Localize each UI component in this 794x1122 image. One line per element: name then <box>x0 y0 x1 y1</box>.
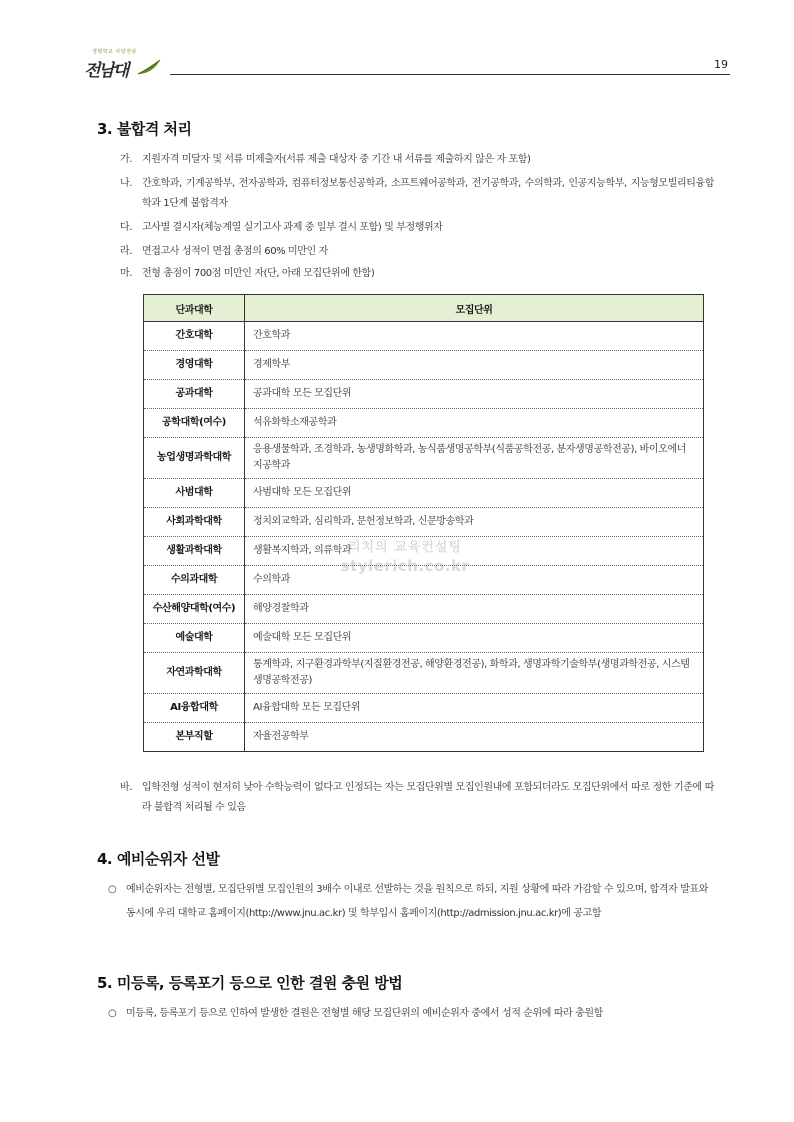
table-row <box>144 322 704 351</box>
unit-cell: 예술대학 모든 모집단위 <box>245 624 704 653</box>
table-row <box>144 351 704 380</box>
table-row <box>144 409 704 438</box>
college-cell: AI융합대학 <box>144 694 245 723</box>
college-cell: 수산해양대학(여수) <box>144 595 245 624</box>
unit-cell: 통계학과, 지구환경과학부(지질환경전공, 해양환경전공), 화학과, 생명과학기술학부(생명과학전공, 시스템생명공학전공) <box>245 653 704 694</box>
table-row <box>144 380 704 409</box>
table-row <box>144 723 704 752</box>
college-cell: 간호대학 <box>144 322 245 351</box>
list-item <box>120 174 714 214</box>
item-text: 예비순위자는 전형별, 모집단위별 모집인원의 3배수 이내로 선발하는 것을 원칙으로 하되, 지원 상황에 따라 가감할 수 있으며, 합격자 발표와 동시에 우리 대학교 홈페이지(http://www.jnu.ac.kr) 및 학부입시 홈페이지(http://admission.jnu.ac.kr)에 공고함 <box>126 884 708 919</box>
unit-cell: 사범대학 모든 모집단위 <box>245 479 704 508</box>
header-rule <box>170 74 730 75</box>
university-logo <box>84 48 164 81</box>
page-header <box>80 46 730 81</box>
college-cell: 예술대학 <box>144 624 245 653</box>
college-cell: 생활과학대학 <box>144 537 245 566</box>
college-cell: 사범대학 <box>144 479 245 508</box>
college-cell: 공학대학(여수) <box>144 409 245 438</box>
college-cell: 공과대학 <box>144 380 245 409</box>
list-item <box>108 1004 708 1024</box>
bullet-marker: ○ <box>108 884 117 895</box>
table-row <box>144 624 704 653</box>
bullet-marker: ○ <box>108 1008 117 1019</box>
unit-cell: 석유화학소재공학과 <box>245 409 704 438</box>
item-marker: 가. <box>120 154 133 165</box>
column-header-unit: 모집단위 <box>245 295 704 322</box>
item-text: 간호학과, 기계공학부, 전자공학과, 컴퓨터정보통신공학과, 소프트웨어공학과, 전기공학과, 수의학과, 인공지능학부, 지능형모빌리티융합학과 1단계 불합격자 <box>142 178 714 209</box>
list-item <box>120 778 714 818</box>
unit-cell: 응용생물학과, 조경학과, 농생명화학과, 농식품생명공학부(식품공학전공, 분자생명공학전공), 바이오에너지공학과 <box>245 438 704 479</box>
section-title-5: 5. 미등록, 등록포기 등으로 인한 결원 충원 방법 <box>97 974 403 992</box>
unit-cell: 자율전공학부 <box>245 723 704 752</box>
college-cell: 농업생명과학대학 <box>144 438 245 479</box>
table-row <box>144 653 704 694</box>
item-marker: 다. <box>120 222 133 233</box>
item-marker: 라. <box>120 246 133 257</box>
item-marker: 바. <box>120 782 133 793</box>
college-cell: 자연과학대학 <box>144 653 245 694</box>
item-marker: 나. <box>120 178 133 189</box>
column-header-college: 단과대학 <box>144 295 245 322</box>
page-number: 19 <box>714 58 728 71</box>
item-text: 미등록, 등록포기 등으로 인하여 발생한 결원은 전형별 해당 모집단위의 예비순위자 중에서 성적 순위에 따라 충원함 <box>126 1008 603 1019</box>
list-item <box>120 242 714 262</box>
item-marker: 마. <box>120 268 133 279</box>
item-text: 면접고사 성적이 면접 총점의 60% 미만인 자 <box>142 246 328 257</box>
table-row <box>144 694 704 723</box>
watermark-url: stylerich.co.kr <box>340 557 470 575</box>
table-row <box>144 508 704 537</box>
unit-cell: 수의학과 <box>245 566 704 595</box>
college-cell: 사회과학대학 <box>144 508 245 537</box>
watermark-text: 리치의 교육컨설팅 <box>348 540 462 555</box>
unit-cell: 해양경찰학과 <box>245 595 704 624</box>
item-text: 입학전형 성적이 현저히 낮아 수학능력이 없다고 인정되는 자는 모집단위별 모집인원내에 포함되더라도 모집단위에서 따로 정한 기준에 따라 불합격 처리될 수 있음 <box>142 782 714 813</box>
item-text: 고사별 결시자(체능계열 실기고사 과제 중 일부 결시 포함) 및 부정행위자 <box>142 222 443 233</box>
table-header-row <box>144 295 704 322</box>
list-item <box>120 264 714 284</box>
list-item <box>120 150 714 170</box>
section-title-4: 4. 예비순위자 선발 <box>97 850 220 868</box>
unit-cell: 간호학과 <box>245 322 704 351</box>
section-title-3: 3. 불합격 처리 <box>97 120 192 138</box>
table-row <box>144 479 704 508</box>
unit-cell: 생활복지학과, 의류학과 <box>245 537 704 566</box>
unit-cell: 공과대학 모든 모집단위 <box>245 380 704 409</box>
unit-cell: 경제학부 <box>245 351 704 380</box>
table-row <box>144 438 704 479</box>
unit-cell: 정치외교학과, 심리학과, 문헌정보학과, 신문방송학과 <box>245 508 704 537</box>
logo-tagline: 생명학교 사랑전남 <box>92 49 137 55</box>
table-row <box>144 537 704 566</box>
college-cell: 수의과대학 <box>144 566 245 595</box>
list-item <box>120 218 714 238</box>
college-cell: 경영대학 <box>144 351 245 380</box>
item-text: 지원자격 미달자 및 서류 미제출자(서류 제출 대상자 중 기간 내 서류를 제출하지 않은 자 포함) <box>142 154 531 165</box>
recruitment-units-table <box>143 294 704 752</box>
college-cell: 본부직할 <box>144 723 245 752</box>
leaf-icon <box>136 58 162 76</box>
list-item <box>108 878 708 926</box>
logo-text: 전남대 <box>84 61 128 81</box>
table-row <box>144 566 704 595</box>
unit-cell: AI융합대학 모든 모집단위 <box>245 694 704 723</box>
table-row <box>144 595 704 624</box>
item-text: 전형 총점이 700점 미만인 자(단, 아래 모집단위에 한함) <box>142 268 375 279</box>
